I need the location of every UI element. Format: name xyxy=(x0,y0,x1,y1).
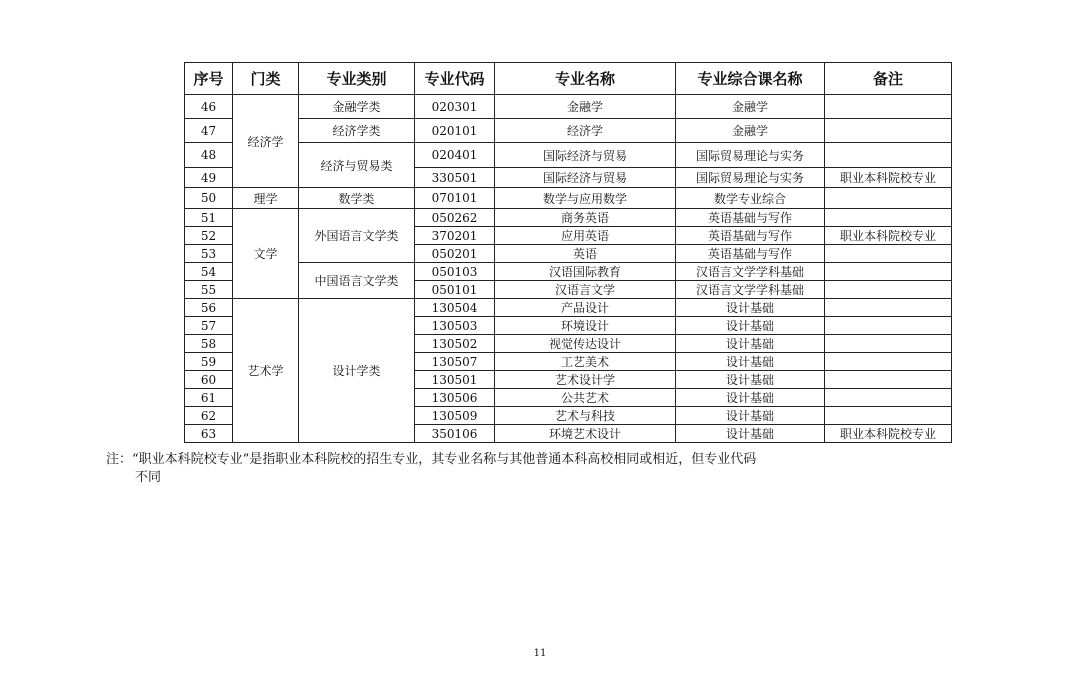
major-name: 应用英语 xyxy=(495,227,676,245)
table-row xyxy=(185,188,952,209)
course-name: 设计基础 xyxy=(676,299,825,317)
major-name: 工艺美术 xyxy=(495,353,676,371)
major-type-cell: 中国语言文学类 xyxy=(299,263,415,299)
major-code: 130503 xyxy=(415,317,495,335)
category-cell: 理学 xyxy=(233,188,299,209)
major-code: 130501 xyxy=(415,371,495,389)
major-code: 050101 xyxy=(415,281,495,299)
major-code: 130507 xyxy=(415,353,495,371)
row-index: 47 xyxy=(185,119,233,143)
major-code: 050103 xyxy=(415,263,495,281)
row-index: 56 xyxy=(185,299,233,317)
major-name: 国际经济与贸易 xyxy=(495,168,676,188)
course-name: 英语基础与写作 xyxy=(676,209,825,227)
row-index: 49 xyxy=(185,168,233,188)
major-code: 370201 xyxy=(415,227,495,245)
major-type-cell: 金融学类 xyxy=(299,95,415,119)
course-name: 设计基础 xyxy=(676,425,825,443)
course-name: 数学专业综合 xyxy=(676,188,825,209)
course-name: 设计基础 xyxy=(676,317,825,335)
category-cell: 艺术学 xyxy=(233,299,299,443)
remark: 职业本科院校专业 xyxy=(825,425,952,443)
course-name: 汉语言文学学科基础 xyxy=(676,281,825,299)
major-name: 商务英语 xyxy=(495,209,676,227)
major-code: 050201 xyxy=(415,245,495,263)
table-row xyxy=(185,95,952,119)
major-type-cell: 外国语言文学类 xyxy=(299,209,415,263)
row-index: 54 xyxy=(185,263,233,281)
remark xyxy=(825,143,952,168)
table-row xyxy=(185,209,952,227)
course-name: 国际贸易理论与实务 xyxy=(676,143,825,168)
course-name: 英语基础与写作 xyxy=(676,245,825,263)
major-code: 020301 xyxy=(415,95,495,119)
major-name: 环境艺术设计 xyxy=(495,425,676,443)
major-name: 金融学 xyxy=(495,95,676,119)
category-cell: 经济学 xyxy=(233,95,299,188)
header-major-type: 专业类别 xyxy=(299,63,415,95)
header-category: 门类 xyxy=(233,63,299,95)
table-row xyxy=(185,143,952,168)
remark xyxy=(825,263,952,281)
remark xyxy=(825,281,952,299)
major-code: 330501 xyxy=(415,168,495,188)
course-name: 设计基础 xyxy=(676,407,825,425)
major-name: 经济学 xyxy=(495,119,676,143)
major-code: 130506 xyxy=(415,389,495,407)
footnote-line-2: 不同 xyxy=(135,470,162,485)
category-cell: 文学 xyxy=(233,209,299,299)
remark xyxy=(825,317,952,335)
major-name: 数学与应用数学 xyxy=(495,188,676,209)
footnote-line-1: 注：“职业本科院校专业”是指职业本科院校的招生专业，其专业名称与其他普通本科高校相同或相近，但专业代码 xyxy=(106,452,757,467)
major-code: 020401 xyxy=(415,143,495,168)
remark xyxy=(825,209,952,227)
header-index: 序号 xyxy=(185,63,233,95)
course-name: 汉语言文学学科基础 xyxy=(676,263,825,281)
major-name: 艺术与科技 xyxy=(495,407,676,425)
major-name: 艺术设计学 xyxy=(495,371,676,389)
row-index: 51 xyxy=(185,209,233,227)
table-header-row xyxy=(185,63,952,95)
major-code: 130509 xyxy=(415,407,495,425)
major-type-cell: 经济与贸易类 xyxy=(299,143,415,188)
course-name: 设计基础 xyxy=(676,371,825,389)
major-code: 130504 xyxy=(415,299,495,317)
major-type-cell: 数学类 xyxy=(299,188,415,209)
header-remark: 备注 xyxy=(825,63,952,95)
row-index: 63 xyxy=(185,425,233,443)
course-name: 金融学 xyxy=(676,95,825,119)
remark xyxy=(825,407,952,425)
row-index: 58 xyxy=(185,335,233,353)
course-name: 金融学 xyxy=(676,119,825,143)
major-code: 050262 xyxy=(415,209,495,227)
remark xyxy=(825,95,952,119)
major-name: 英语 xyxy=(495,245,676,263)
major-type-cell: 经济学类 xyxy=(299,119,415,143)
row-index: 46 xyxy=(185,95,233,119)
remark xyxy=(825,353,952,371)
course-name: 设计基础 xyxy=(676,353,825,371)
row-index: 61 xyxy=(185,389,233,407)
major-name: 汉语言文学 xyxy=(495,281,676,299)
row-index: 53 xyxy=(185,245,233,263)
table-row xyxy=(185,299,952,317)
row-index: 55 xyxy=(185,281,233,299)
table-row xyxy=(185,119,952,143)
row-index: 59 xyxy=(185,353,233,371)
course-name: 设计基础 xyxy=(676,389,825,407)
major-name: 汉语国际教育 xyxy=(495,263,676,281)
major-type-cell: 设计学类 xyxy=(299,299,415,443)
remark xyxy=(825,119,952,143)
row-index: 50 xyxy=(185,188,233,209)
major-code: 070101 xyxy=(415,188,495,209)
remark: 职业本科院校专业 xyxy=(825,168,952,188)
majors-table xyxy=(184,62,952,443)
table-row xyxy=(185,263,952,281)
remark xyxy=(825,335,952,353)
header-major-name: 专业名称 xyxy=(495,63,676,95)
footnote xyxy=(106,451,756,487)
course-name: 国际贸易理论与实务 xyxy=(676,168,825,188)
major-name: 视觉传达设计 xyxy=(495,335,676,353)
remark xyxy=(825,299,952,317)
header-major-code: 专业代码 xyxy=(415,63,495,95)
row-index: 60 xyxy=(185,371,233,389)
row-index: 62 xyxy=(185,407,233,425)
major-code: 350106 xyxy=(415,425,495,443)
major-code: 130502 xyxy=(415,335,495,353)
major-name: 环境设计 xyxy=(495,317,676,335)
remark xyxy=(825,188,952,209)
major-name: 产品设计 xyxy=(495,299,676,317)
course-name: 设计基础 xyxy=(676,335,825,353)
row-index: 48 xyxy=(185,143,233,168)
course-name: 英语基础与写作 xyxy=(676,227,825,245)
row-index: 57 xyxy=(185,317,233,335)
page-number: 11 xyxy=(533,648,547,659)
remark xyxy=(825,371,952,389)
remark: 职业本科院校专业 xyxy=(825,227,952,245)
remark xyxy=(825,245,952,263)
major-name: 公共艺术 xyxy=(495,389,676,407)
row-index: 52 xyxy=(185,227,233,245)
major-code: 020101 xyxy=(415,119,495,143)
header-course-name: 专业综合课名称 xyxy=(676,63,825,95)
major-name: 国际经济与贸易 xyxy=(495,143,676,168)
remark xyxy=(825,389,952,407)
